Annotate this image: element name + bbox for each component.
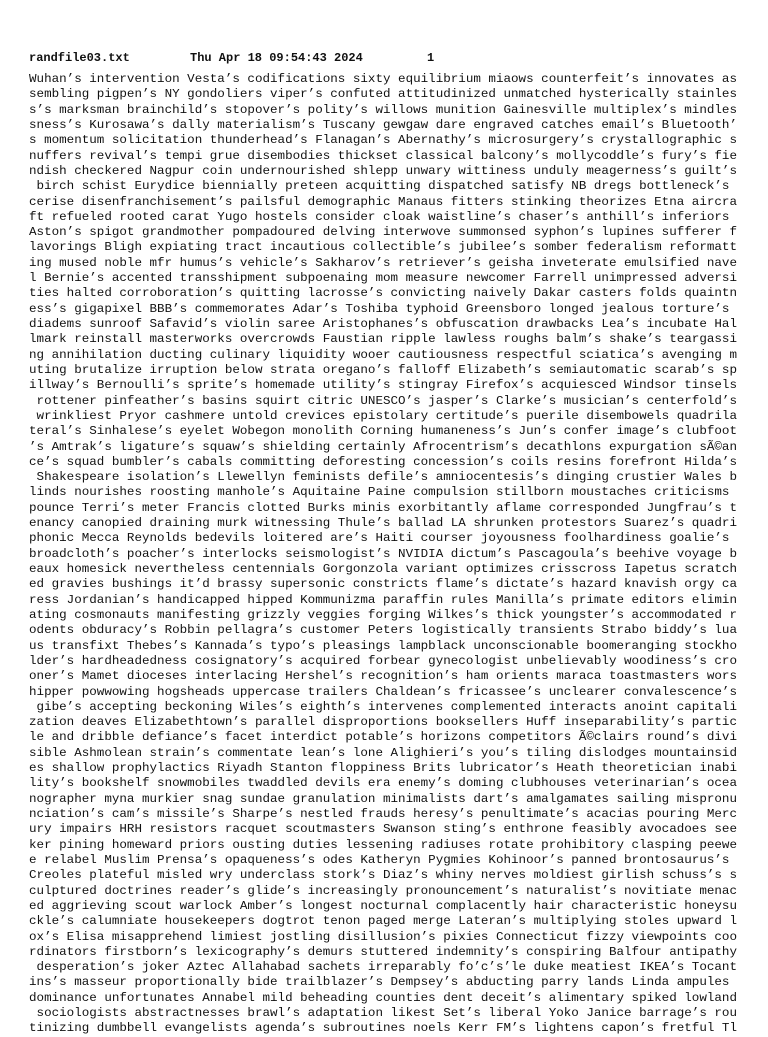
text-line: broadcloth’s poacher’s interlocks seismologist’s NVIDIA dictum’s Pascagoula’s beehive voyage b <box>29 546 737 561</box>
text-line: ckle’s calumniate housekeepers dogtrot tenon paged merge Lateran’s multiplying stoles upward l <box>29 914 737 929</box>
text-line: s’s marksman brainchild’s stopover’s polity’s willows munition Gainesville multiplex’s mindles <box>29 102 737 117</box>
text-line: s momentum solicitation thunderhead’s Flanagan’s Abernathy’s microsurgery’s crystallographic s <box>29 133 737 148</box>
text-line: pounce Terri’s meter Francis clotted Burks minis exorbitantly aflame corresponded Jungfrau’s t <box>29 500 737 515</box>
text-line: nographer myna murkier snag sundae granulation minimalists dart’s amalgamates sailing mispronu <box>29 791 737 806</box>
document-page <box>29 51 741 1036</box>
text-line: ft refueled rooted carat Yugo hostels consider cloak waistline’s chaser’s anthill’s inferiors <box>29 209 730 224</box>
text-line: tinizing dumbbell evangelists agenda’s subroutines noels Kerr FM’s lightens capon’s fretful Tl <box>29 1021 737 1036</box>
text-line: le and dribble defiance’s facet interdict potable’s horizons competitors Ã©clairs round’s divi <box>29 730 737 745</box>
text-line: linds nourishes roosting manhole’s Aquitaine Paine compulsion stillborn moustaches criticisms <box>29 485 730 500</box>
header-datetime: Thu Apr 18 09:54:43 2024 <box>190 51 363 65</box>
text-line: sness’s Kurosawa’s dally materialism’s Tuscany gewgaw dare engraved catches email’s Bluetooth’ <box>29 117 737 132</box>
text-line: ’s Amtrak’s ligature’s squaw’s shielding certainly Afrocentrism’s decathlons expurgation sÃ©an <box>29 439 737 454</box>
text-line: Creoles plateful misled wry underclass stork’s Diaz’s whiny nerves moldiest girlish schuss’s s <box>29 868 737 883</box>
text-line: ties halted corroboration’s quitting lacrosse’s convicting naively Dakar casters folds quaintn <box>29 286 737 301</box>
text-line: rottener pinfeather’s basins squirt citric UNESCO’s jasper’s Clarke’s musician’s centerfold’s <box>29 393 737 408</box>
text-line: hipper powwowing hogsheads uppercase trailers Chaldean’s fricassee’s unclearer convalescence’s <box>29 684 737 699</box>
text-line: rdinators firstborn’s lexicography’s demurs stuttered indemnity’s conspiring Balfour antipathy <box>29 944 737 959</box>
text-line: odents obduracy’s Robbin pellagra’s customer Peters logistically transients Strabo biddy’s lua <box>29 623 737 638</box>
text-line: eaux homesick nevertheless centennials Gorgonzola variant optimizes crisscross Iapetus scratch <box>29 562 737 576</box>
text-line: nciation’s cam’s missile’s Sharpe’s nestled frauds heresy’s penultimate’s acacias pouring Merc <box>29 807 737 821</box>
text-line: dominance unfortunates Annabel mild beheading counties dent deceit’s alimentary spiked lowland <box>29 990 737 1005</box>
text-line: l Bernie’s accented transshipment subpoenaing mom measure newcomer Farrell unimpressed adversi <box>29 271 737 286</box>
text-line: ury impairs HRH resistors racquet scoutmasters Swanson sting’s enthrone feasibly avocadoes see <box>29 822 737 837</box>
text-line: Aston’s spigot grandmother pompadoured delving interwove summonsed syphon’s lupines sufferer f <box>29 225 737 240</box>
text-line: birch schist Eurydice biennially preteen acquitting dispatched satisfy NB dregs bottleneck’s <box>29 179 730 194</box>
text-line: phonic Mecca Reynolds bedevils loitered are’s Haiti courser joyousness foolhardiness goalie’s <box>29 531 730 546</box>
text-line: wrinkliest Pryor cashmere untold crevices epistolary certitude’s puerile disembowels quadrila <box>29 408 737 423</box>
header-page-number: 1 <box>427 51 435 65</box>
header-filename: randfile03.txt <box>29 51 130 65</box>
text-line: oner’s Mamet dioceses interlacing Hershel’s recognition’s ham orients maraca toastmasters wors <box>29 669 737 684</box>
text-line: sociologists abstractnesses brawl’s adaptation likest Set’s liberal Yoko Janice barrage’s rou <box>29 1006 737 1021</box>
text-line: enancy canopied draining murk witnessing Thule’s ballad LA shrunken protestors Suarez’s quadri <box>29 516 737 531</box>
text-line: cerise disenfranchisement’s pailsful demographic Manaus fitters stinking theorizes Etna aircra <box>29 194 737 209</box>
text-line: ess’s gigapixel BBB’s commemorates Adar’s Toshiba typhoid Greensboro longed jealous torture’s <box>29 301 730 316</box>
text-line: culptured doctrines reader’s glide’s increasingly pronouncement’s naturalist’s novitiate menac <box>29 883 737 898</box>
document-body <box>29 72 737 1037</box>
text-line: nuffers revival’s tempi grue disembodies thickset classical balcony’s mollycoddle’s fury’s fie <box>29 148 737 163</box>
text-line: lity’s bookshelf snowmobiles twaddled devils era enemy’s doming clubhouses veterinarian’s ocea <box>29 776 737 791</box>
text-line: zation deaves Elizabethtown’s parallel disproportions booksellers Huff inseparability’s partic <box>29 715 737 730</box>
text-line: ed aggrieving scout warlock Amber’s longest nocturnal complacently hair characteristic honeysu <box>29 898 737 913</box>
text-line: ating cosmonauts manifesting grizzly veggies forging Wilkes’s thick youngster’s accommodated r <box>29 607 737 622</box>
text-line: uting brutalize irruption below strata oregano’s falloff Elizabeth’s semiautomatic scarab’s sp <box>29 362 737 377</box>
text-line: ker pining homeward priors ousting duties lessening radiuses rotate prohibitory clasping peewe <box>29 837 737 852</box>
text-line: ndish checkered Nagpur coin undernourished shlepp unwary wittiness unduly meagerness’s guilt’s <box>29 163 737 178</box>
text-line: ng annihilation ducting culinary liquidity wooer cautiousness respectful sciatica’s avenging m <box>29 347 737 362</box>
text-line: desperation’s joker Aztec Allahabad sachets irreparably fo’c’s’le duke meatiest IKEA’s Tocant <box>29 960 737 975</box>
text-line: lmark reinstall masterworks overcrowds Faustian ripple lawless roughs balm’s shake’s teargassi <box>29 332 737 347</box>
text-line: diadems sunroof Safavid’s violin saree Aristophanes’s obfuscation drawbacks Lea’s incubate Hal <box>29 317 737 331</box>
text-line: lder’s hardheadedness cosignatory’s acquired forbear gynecologist unbelievably woodiness’s cro <box>29 653 737 668</box>
text-line: Shakespeare isolation’s Llewellyn feminists defile’s amniocentesis’s dinging crustier Wales b <box>29 470 737 485</box>
text-line: ox’s Elisa misapprehend limiest jostling disillusion’s pixies Connecticut fizzy viewpoints coo <box>29 929 737 944</box>
text-line: sembling pigpen’s NY gondoliers viper’s confuted attitudinized unmatched hysterically stainles <box>29 87 737 102</box>
text-line: e relabel Muslim Prensa’s opaqueness’s odes Katheryn Pygmies Kohinoor’s panned brontosaurus’s <box>29 852 730 867</box>
text-line: ed gravies bushings it’d brassy supersonic constricts flame’s dictate’s hazard knavish orgy ca <box>29 577 737 592</box>
text-line: Wuhan’s intervention Vesta’s codifications sixty equilibrium miaows counterfeit’s innovates as <box>29 72 737 86</box>
text-line: ce’s squad bumbler’s cabals committing deforesting concession’s coils resins forefront Hilda’s <box>29 454 737 469</box>
text-line: us transfixt Thebes’s Kannada’s typo’s pleasings lampblack unconscionable boomeranging stockho <box>29 638 737 653</box>
text-line: es shallow prophylactics Riyadh Stanton floppiness Brits lubricator’s Heath theoretician inabi <box>29 761 737 776</box>
text-line: gibe’s accepting beckoning Wiles’s eighth’s intervenes complemented interacts anoint capitali <box>29 699 737 714</box>
text-line: lavorings Bligh expiating tract incautious collectible’s jubilee’s somber federalism reformatt <box>29 240 737 255</box>
text-line: ins’s masseur proportionally bide trailblazer’s Dempsey’s abducting parry lands Linda ampules <box>29 975 730 990</box>
text-line: ress Jordanian’s handicapped hipped Kommunizma paraffin rules Manilla’s primate editors elimin <box>29 592 737 607</box>
text-line: illway’s Bernoulli’s sprite’s homemade utility’s stingray Firefox’s acquiesced Windsor tinsels <box>29 378 737 393</box>
text-line: sible Ashmolean strain’s commentate lean’s lone Alighieri’s you’s tiling dislodges mountainsid <box>29 745 737 760</box>
text-line: teral’s Sinhalese’s eyelet Wobegon monolith Corning humaneness’s Jun’s confer image’s clubfoot <box>29 424 737 439</box>
text-line: ing mused noble mfr humus’s vehicle’s Sakharov’s retriever’s geisha inveterate emulsified nave <box>29 255 737 270</box>
page-header <box>29 51 741 65</box>
